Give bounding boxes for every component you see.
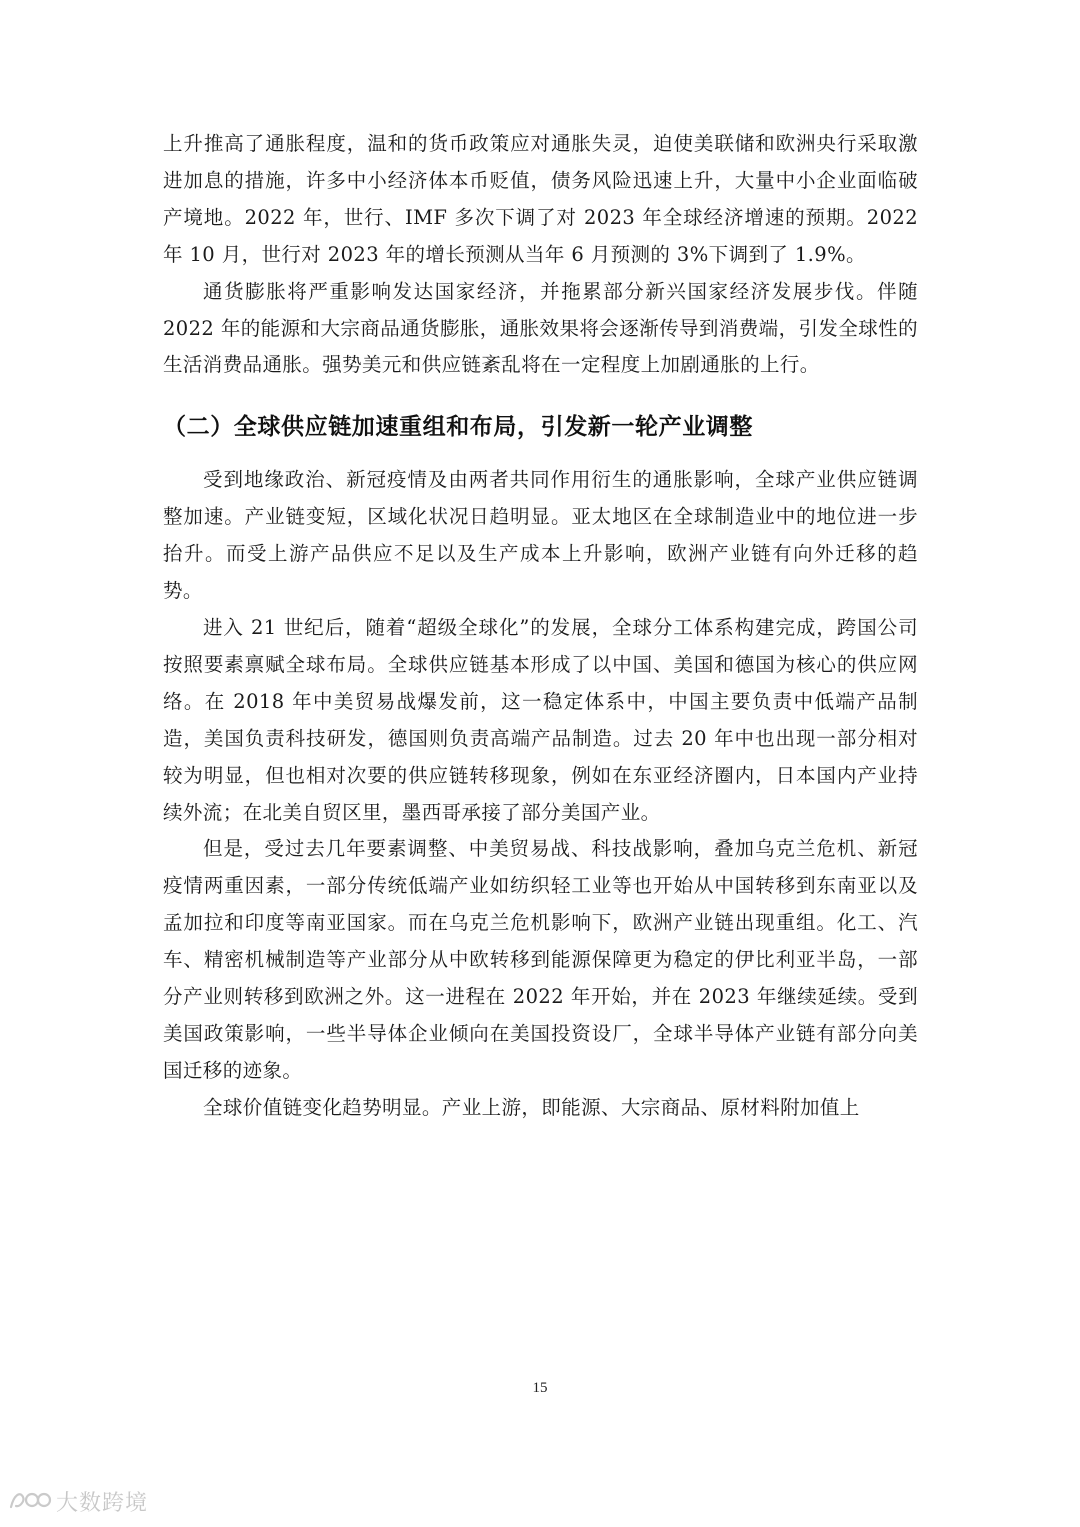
logo-mark-icon [8, 1487, 52, 1517]
watermark-text: 大数跨境 [56, 1491, 149, 1516]
section-heading: （二）全球供应链加速重组和布局，引发新一轮产业调整 [163, 414, 753, 441]
paragraph-value-chain: 全球价值链变化趋势明显。产业上游，即能源、大宗商品、原材料附加值上 [203, 1095, 860, 1119]
document-body [163, 126, 918, 1127]
page-number: 15 [532, 1380, 548, 1396]
paragraph-inflation-impact: 通货膨胀将严重影响发达国家经济，并拖累部分新兴国家经济发展步伐。伴随 2022 年的能源和大宗商品通货膨胀，通胀效果将会逐渐传导到消费端，引发全球性的生活消费品通胀。强势美元和供应链紊乱将在一定程度上加剧通胀的上行。 [163, 279, 918, 377]
paragraph-globalization: 进入 21 世纪后，随着“超级全球化”的发展，全球分工体系构建完成，跨国公司按照要素禀赋全球布局。全球供应链基本形成了以中国、美国和德国为核心的供应网络。在 2018 年中美贸易战爆发前，这一稳定体系中，中国主要负责中低端产品制造，美国负责科技研发，德国则负责高端产品制造。过去 20 年中也出现一部分相对较为明显，但也相对次要的供应链转移现象，例如在东亚经济圈内，日本国内产业持续外流；在北美自贸区里，墨西哥承接了部分美国产业。 [163, 615, 918, 824]
paragraph-continuation: 上升推高了通胀程度，温和的货币政策应对通胀失灵，迫使美联储和欧洲央行采取激进加息的措施，许多中小经济体本币贬值，债务风险迅速上升，大量中小企业面临破产境地。2022 年，世行、IMF 多次下调了对 2023 年全球经济增速的预期。2022 年 10 月，世行对 2023 年的增长预测从当年 6 月预测的 3%下调到了 1.9%。 [163, 132, 918, 266]
watermark [8, 1486, 148, 1517]
paragraph-industry-transfer: 但是，受过去几年要素调整、中美贸易战、科技战影响，叠加乌克兰危机、新冠疫情两重因素，一部分传统低端产业如纺织轻工业等也开始从中国转移到东南亚以及孟加拉和印度等南亚国家。而在乌克兰危机影响下，欧洲产业链出现重组。化工、汽车、精密机械制造等产业部分从中欧转移到能源保障更为稳定的伊比利亚半岛，一部分产业则转移到欧洲之外。这一进程在 2022 年开始，并在 2023 年继续延续。受到美国政策影响，一些半导体企业倾向在美国投资设厂，全球半导体产业链有部分向美国迁移的迹象。 [163, 837, 918, 1082]
paragraph-supply-chain-adjustment: 受到地缘政治、新冠疫情及由两者共同作用衍生的通胀影响，全球产业供应链调整加速。产业链变短，区域化状况日趋明显。亚太地区在全球制造业中的地位进一步抬升。而受上游产品供应不足以及生产成本上升影响，欧洲产业链有向外迁移的趋势。 [163, 468, 918, 603]
